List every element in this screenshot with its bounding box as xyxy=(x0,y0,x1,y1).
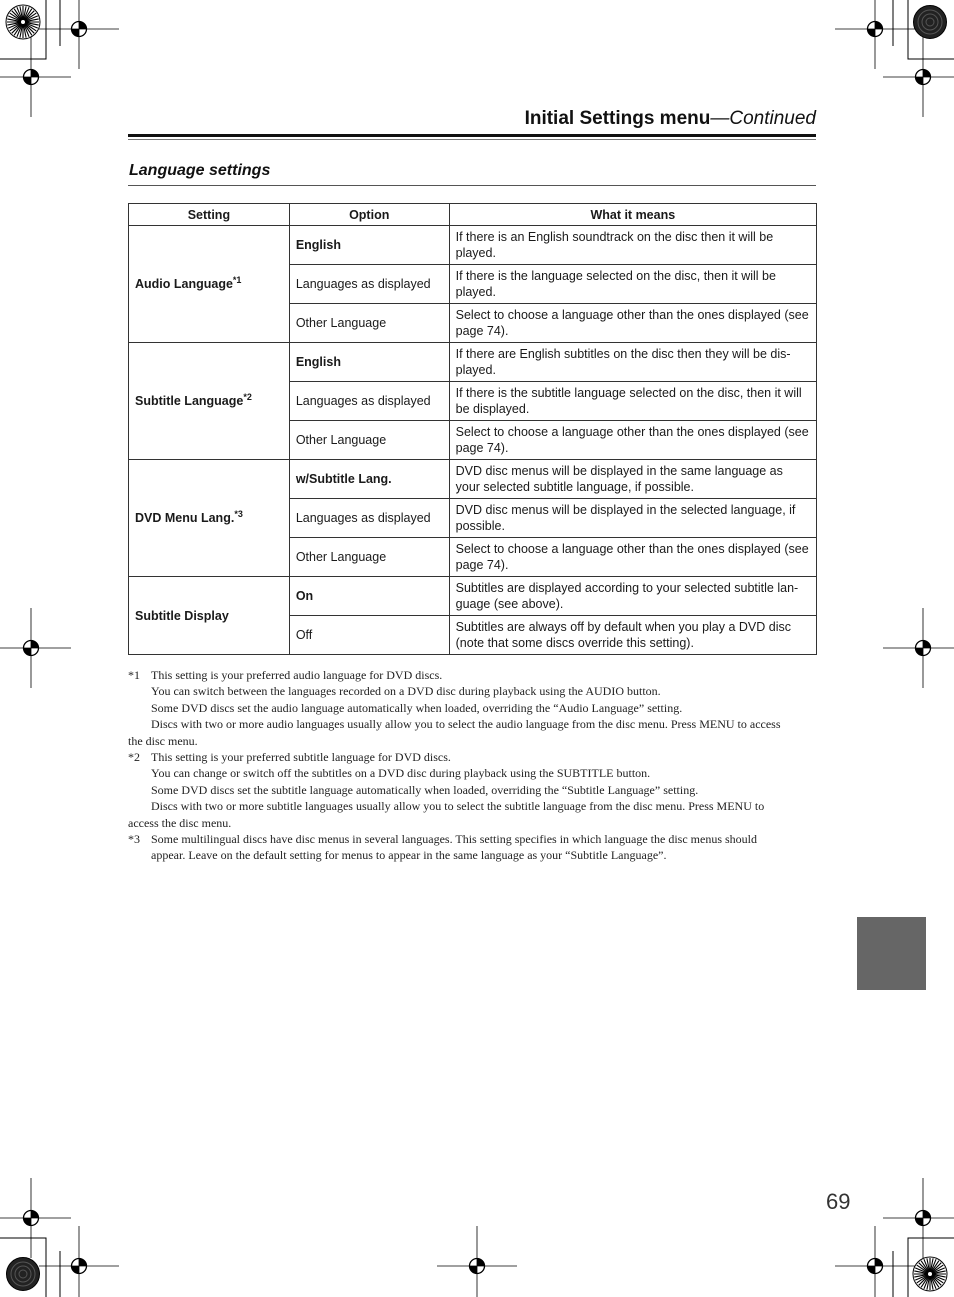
option-cell: Languages as displayed xyxy=(289,265,449,304)
setting-cell xyxy=(129,343,290,460)
setting-label: DVD Menu Lang. xyxy=(135,511,235,525)
footnote-ref: *3 xyxy=(234,508,243,519)
section-rule xyxy=(128,185,816,186)
footnote-line: access the disc menu. xyxy=(128,815,232,830)
footnote-body xyxy=(151,831,818,864)
meaning-cell: Subtitles are always off by default when you play a DVD disc (note that some discs override this setting). xyxy=(449,616,816,655)
setting-cell xyxy=(129,577,290,655)
meaning-cell: Select to choose a language other than the ones displayed (see page 74). xyxy=(449,421,816,460)
meaning-cell: Subtitles are displayed according to your selected subtitle lan-guage (see above). xyxy=(449,577,816,616)
table-header-row xyxy=(129,204,817,226)
table-row xyxy=(129,343,817,382)
column-header-meaning: What it means xyxy=(449,204,816,226)
footnote-1 xyxy=(128,667,818,749)
meaning-cell: DVD disc menus will be displayed in the same language as your selected subtitle language, if possible. xyxy=(449,460,816,499)
option-cell: Other Language xyxy=(289,304,449,343)
option-cell: Off xyxy=(289,616,449,655)
footnote-line: appear. Leave on the default setting for menus to appear in the same language as your “Subtitle Language”. xyxy=(151,848,667,863)
setting-label: Audio Language xyxy=(135,277,233,291)
footnote-mark: *3 xyxy=(128,832,140,847)
footnote-mark: *1 xyxy=(128,668,140,682)
setting-cell xyxy=(129,460,290,577)
page-number: 69 xyxy=(826,1189,851,1214)
setting-label: Subtitle Display xyxy=(135,608,229,623)
meaning-cell: DVD disc menus will be displayed in the selected language, if possible. xyxy=(449,499,816,538)
table-row xyxy=(129,460,817,499)
meaning-cell: If there is an English soundtrack on the disc then it will be played. xyxy=(449,226,816,265)
section-title: Language settings xyxy=(129,162,271,179)
option-cell: English xyxy=(289,343,449,382)
language-settings-table xyxy=(128,203,817,655)
footnote-ref: *1 xyxy=(232,274,242,285)
header-continued: —Continued xyxy=(710,108,816,129)
footnote-body xyxy=(128,667,818,749)
footnote-line: You can switch between the languages recorded on a DVD disc during playback using the AUDIO button. xyxy=(151,684,661,699)
footnotes xyxy=(128,667,818,864)
footnote-line: Some multilingual discs have disc menus in several languages. This setting specifies in which language the disc menus should xyxy=(151,832,757,847)
table-row xyxy=(129,577,817,616)
header-rule-thin xyxy=(128,139,816,140)
footnote-3 xyxy=(128,831,818,864)
header-rule-thick xyxy=(128,134,816,137)
footnote-mark: *2 xyxy=(128,750,140,765)
setting-cell xyxy=(129,226,290,343)
meaning-cell: If there is the language selected on the disc, then it will be played. xyxy=(449,265,816,304)
table-body xyxy=(129,226,817,655)
table-row xyxy=(129,226,817,265)
column-header-option: Option xyxy=(289,204,449,226)
footnote-line: the disc menu. xyxy=(128,733,198,748)
footnote-line: You can change or switch off the subtitles on a DVD disc during playback using the SUBTITLE button. xyxy=(151,766,651,781)
option-cell: w/Subtitle Lang. xyxy=(289,460,449,499)
meaning-cell: If there are English subtitles on the disc then they will be dis-played. xyxy=(449,343,816,382)
column-header-setting: Setting xyxy=(129,204,290,226)
footnote-line: Some DVD discs set the subtitle language automatically when loaded, overriding the “Subtitle Language” setting. xyxy=(151,782,699,797)
footnote-line: This setting is your preferred audio language for DVD discs. xyxy=(151,668,443,682)
chapter-tab-block xyxy=(857,917,926,990)
footnote-body xyxy=(128,749,818,831)
option-cell: English xyxy=(289,226,449,265)
header-title: Initial Settings menu xyxy=(524,108,711,129)
footnote-line: This setting is your preferred subtitle language for DVD discs. xyxy=(151,750,451,765)
option-cell: Other Language xyxy=(289,421,449,460)
option-cell: On xyxy=(289,577,449,616)
meaning-cell: Select to choose a language other than the ones displayed (see page 74). xyxy=(449,538,816,577)
footnote-ref: *2 xyxy=(243,391,252,402)
page-header xyxy=(128,108,816,130)
option-cell: Languages as displayed xyxy=(289,499,449,538)
meaning-cell: If there is the subtitle language selected on the disc, then it will be displayed. xyxy=(449,382,816,421)
option-cell: Languages as displayed xyxy=(289,382,449,421)
option-cell: Other Language xyxy=(289,538,449,577)
footnote-2 xyxy=(128,749,818,831)
footnote-line: Discs with two or more audio languages usually allow you to select the audio language from the disc menu. Press MENU to access xyxy=(151,717,781,732)
footnote-line: Some DVD discs set the audio language automatically when loaded, overriding the “Audio Language” setting. xyxy=(151,700,683,715)
setting-label: Subtitle Language xyxy=(135,394,244,408)
footnote-line: Discs with two or more subtitle languages usually allow you to select the subtitle language from the disc menu. Press MENU to xyxy=(151,799,765,814)
meaning-cell: Select to choose a language other than the ones displayed (see page 74). xyxy=(449,304,816,343)
